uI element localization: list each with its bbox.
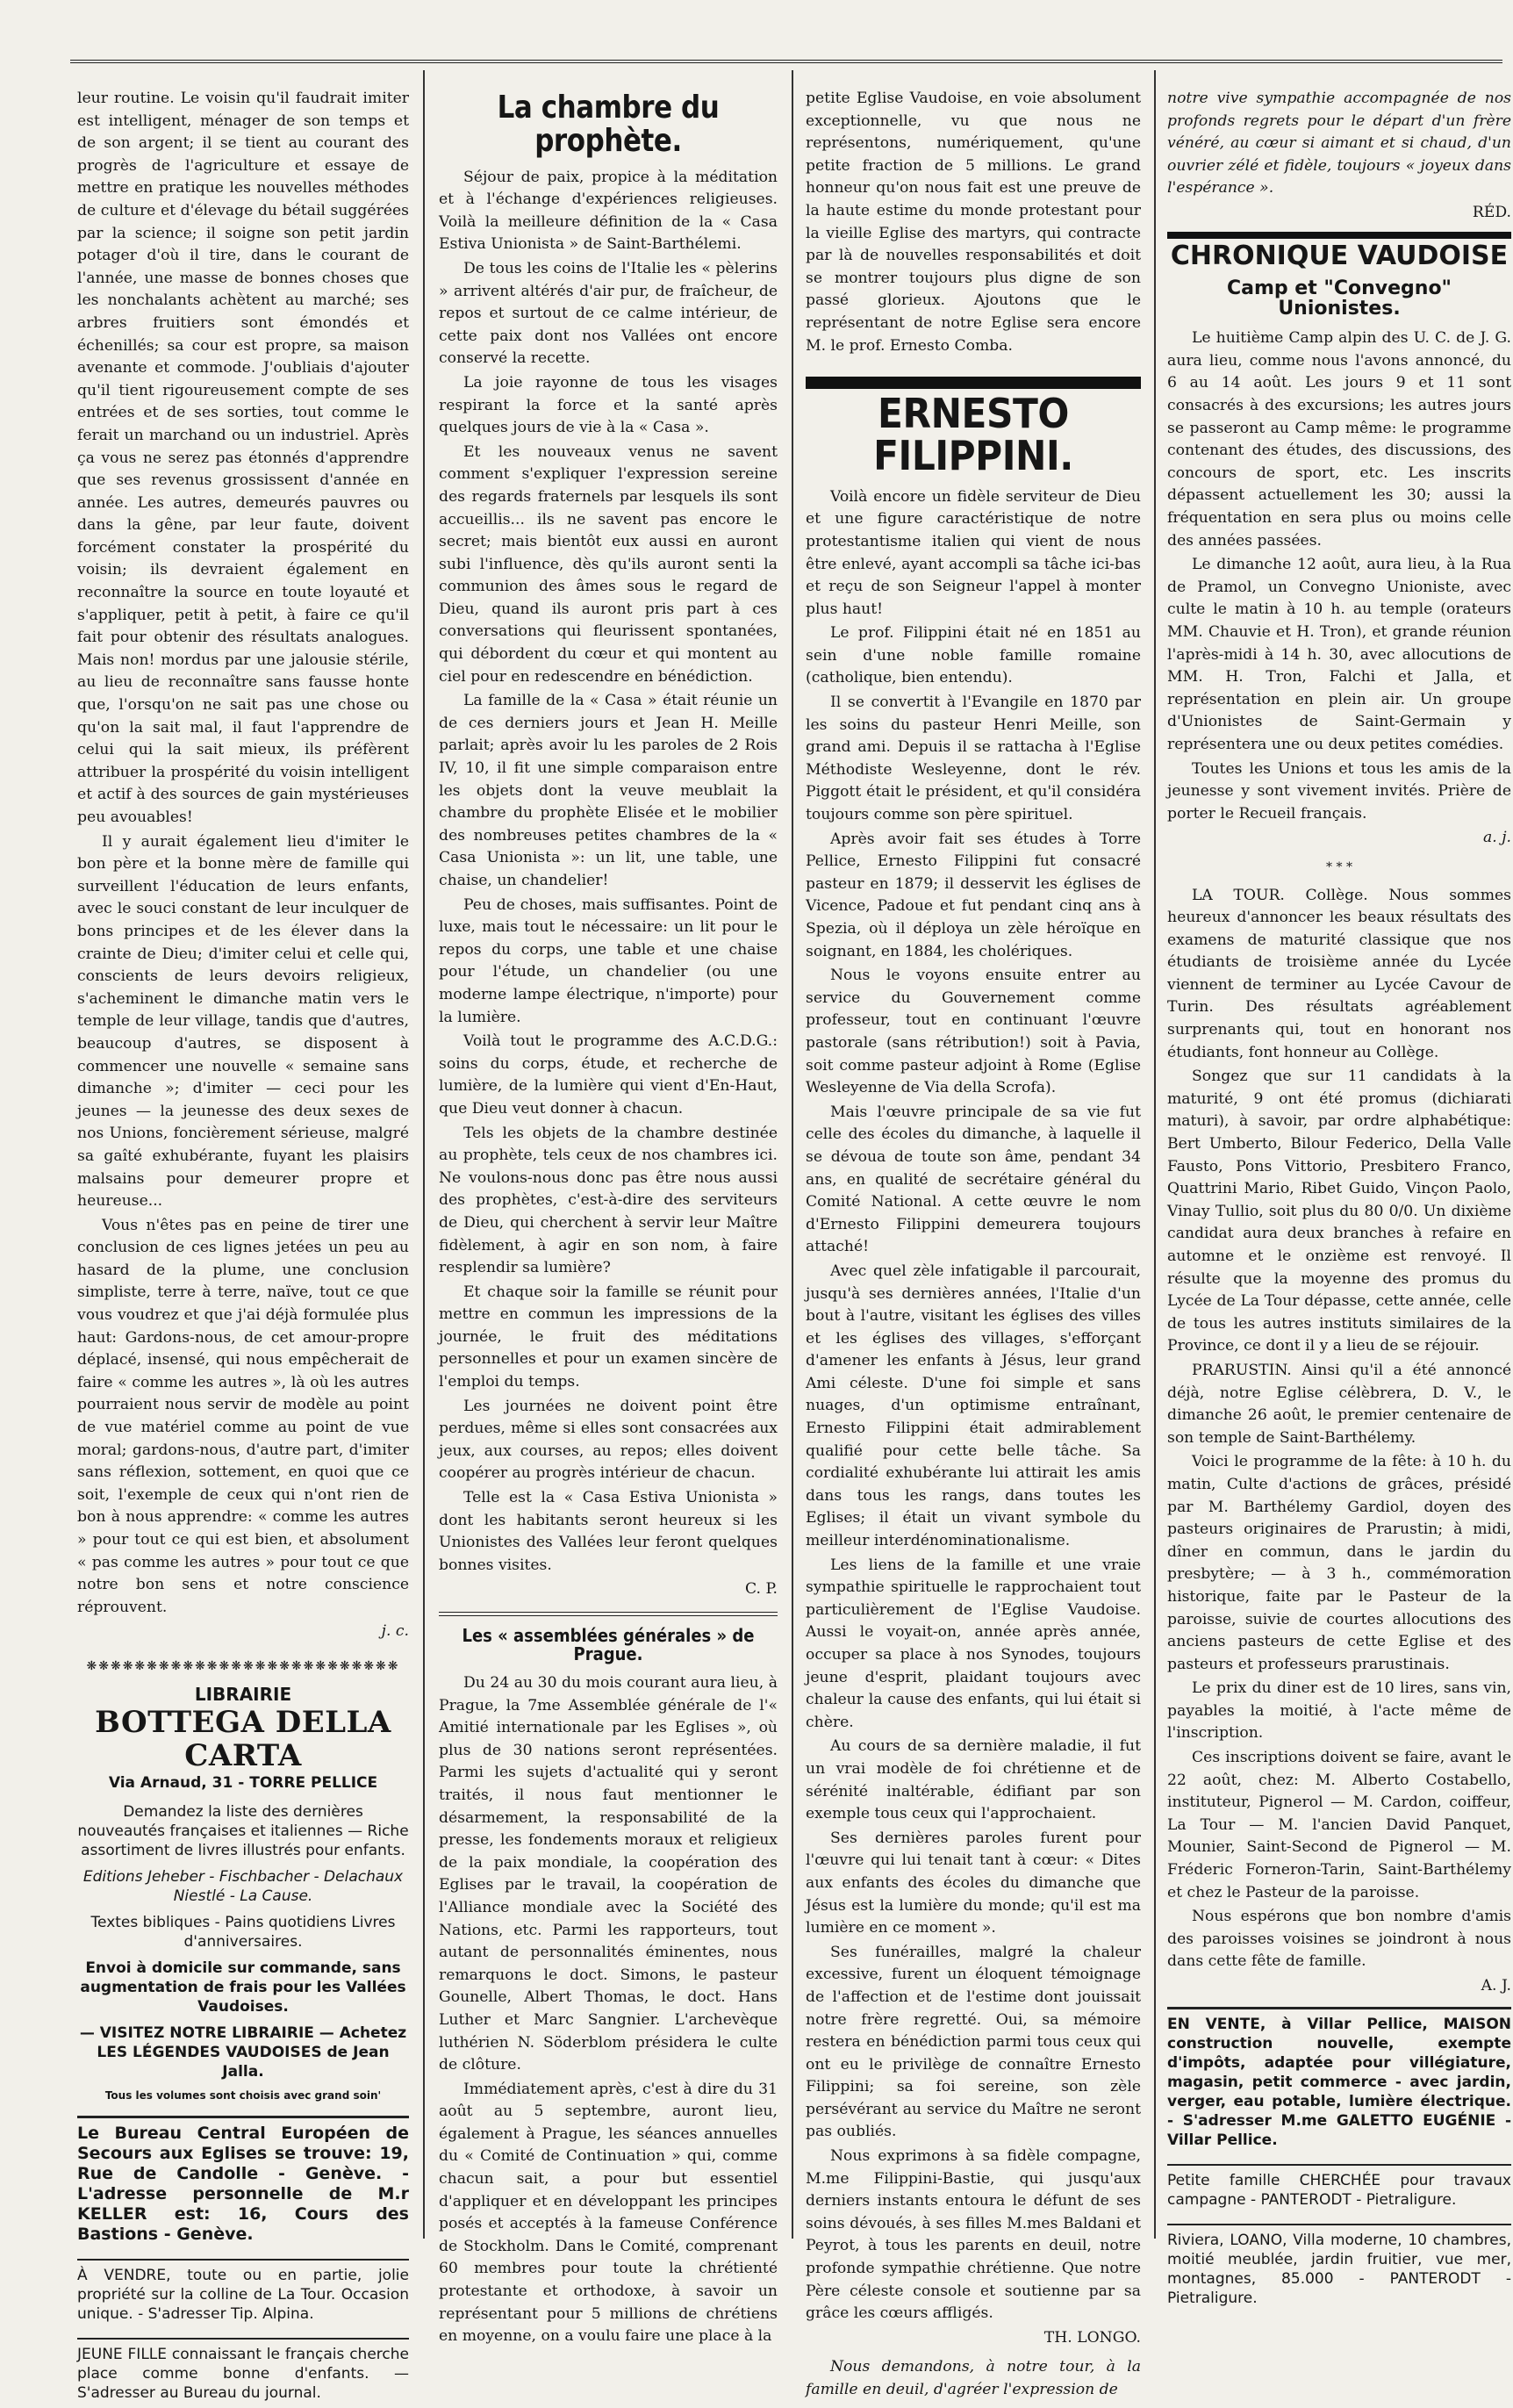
article-signature: j. c. bbox=[381, 1622, 409, 1641]
column-1 bbox=[77, 88, 409, 2403]
article-title: La chambre du prophète. bbox=[497, 90, 720, 159]
article-paragraph: Ces inscriptions doivent se faire, avant le 22 août, chez: M. Alberto Costabello, instituteur, Pignerol — M. Cardon, coiffeur, La Tour — M. l'ancien David Panquet, Mounier, Saint-Second de Pignerol — M. Fréderic Forneron-Tarin, Saint-Barthélemy et chez le Pasteur de la paroisse. bbox=[1167, 1749, 1511, 1901]
notice-text: Petite famille CHERCHÉE pour travaux campagne - PANTERODT - Pietraligure. bbox=[1167, 2171, 1511, 2209]
ad-heading: LIBRAIRIE bbox=[194, 1683, 292, 1705]
mourning-bar bbox=[806, 377, 1141, 389]
article-paragraph: Mais l'œuvre principale de sa vie fut celle des écoles du dimanche, à laquelle il se dévoua de toute son âme, pendant 34 ans, en qualité de secrétaire général du Comité National. A cette œuvre le nom d'Ernesto Filippini demeurera toujours attaché! bbox=[806, 1103, 1141, 1256]
notice-text: Le Bureau Central Européen de Secours aux Eglises se trouve: 19, Rue de Candolle - Genève. - L'adresse personnelle de M.r KELLER est: 16, Cours des Bastions - Genève. bbox=[77, 2124, 409, 2245]
article-paragraph: Le prix du diner est de 10 lires, sans vin, payables la moitié, à l'acte même de l'inscription. bbox=[1167, 1679, 1511, 1743]
article-paragraph: La joie rayonne de tous les visages respirant la force et la santé après quelques jours de vie à la « Casa ». bbox=[439, 373, 778, 437]
article-paragraph: Le dimanche 12 août, aura lieu, à la Rua de Pramol, un Convegno Unioniste, avec culte le matin à 10 h. au temple (orateurs MM. Chauvie et H. Tron), et grande réunion l'après-midi à 14 h. 30, avec allocutions de MM. H. Tron, Falchi et Jalla, et représentation en plein air. Un groupe d'Unionistes de Saint-Germain y représentera une ou deux petites comédies. bbox=[1167, 556, 1511, 753]
article-paragraph: Après avoir fait ses études à Torre Pellice, Ernesto Filippini fut consacré pasteur en 1879; il desservit les églises de Vicence, Padoue et fut pendant cinq ans à Spezia, où il déploya un zèle héroïque en soignant, en 1884, les cholériques. bbox=[806, 830, 1141, 960]
article-paragraph: Songez que sur 11 candidats à la maturité, 9 ont été promus (dichiarati maturi), à savoir, par ordre alphabétique: Bert Umberto, Bilour Federico, Della Valle Fausto, Pons Vittorio, Presbitero Franco, Quattrini Mario, Ribet Guido, Vinçon Paolo, Vinay Tullio, soit plus du 80 0/0. Un dixième candidat aura deux branches à refaire en automne et le onzième est renvoyé. Il résulte que la moyenne des promus du Lycée de La Tour dépasse, cette année, celle de tous les autres instituts similaires de la Province, ce dont il y a lieu de se réjouir. bbox=[1167, 1067, 1511, 1355]
ornament-divider: ❋❋❋❋❋❋❋❋❋❋❋❋❋❋❋❋❋❋❋❋❋❋❋❋❋❋ bbox=[86, 1658, 400, 1673]
column-divider bbox=[792, 70, 793, 2239]
section-stars: * * * bbox=[1326, 859, 1352, 874]
ad-text: Tous les volumes sont choisis avec grand soin' bbox=[104, 2088, 382, 2102]
vente-notice bbox=[1167, 2007, 1511, 2155]
article-paragraph: Voici le programme de la fête: à 10 h. du matin, Culte d'actions de grâces, présidé par M. Barthélemy Gardiol, doyen des pasteurs originaires de Prarustin; à midi, dîner en commun, dans le jardin du presbytère; — à 3 h., commémoration historique, faite par le Pasteur de la paroisse, suivie de courtes allocutions des anciens pasteurs de cette Eglise et des pasteurs et professeurs prarustinais. bbox=[1167, 1453, 1511, 1673]
article-paragraph: Il y aurait également lieu d'imiter le bon père et la bonne mère de famille qui surveillent l'éducation de leurs enfants, avec le souci constant de leur inculquer de bons principes et de les élever dans la crainte de Dieu; d'imiter celui et celle qui, conscients de leurs devoirs religieux, s'acheminent le dimanche matin vers le temple de leur village, tandis que d'autres, beaucoup d'autres, se disposent à commencer une nouvelle « semaine sans dimanche »; d'imiter — ceci pour les jeunes — la jeunesse des deux sexes de nos Unions, foncièrement sérieuse, malgré sa gaîté exhubérante, fuyant les plaisirs malsains pour demeurer propre et heureuse... bbox=[77, 832, 409, 1211]
article-title: ERNESTO FILIPPINI. bbox=[873, 390, 1073, 480]
article-paragraph: Du 24 au 30 du mois courant aura lieu, à Prague, la 7me Assemblée générale de l'« Amitié internationale par les Eglises », où plus de 30 nations seront représentées. Parmi les sujets d'actualité qui y seront traités, il nous faut mentionner le désarmement, la responsabilité de la presse, les fondements moraux et religieux de la paix mondiale, la coopération des Eglises par le travail, la coopération de l'Alliance mondiale avec la Société des Nations, etc. Parmi les rapporteurs, tout autant de personnalités éminentes, nous remarquons le doct. Simons, le pasteur Gounelle, Albert Thomas, le doct. Hans Luther et Marc Sangnier. L'archevèque luthérien N. Söderblom présidera le culte de clôture. bbox=[439, 1674, 778, 2074]
librairie-advertisement bbox=[77, 1684, 409, 2108]
notice-text: Riviera, LOANO, Villa moderne, 10 chambres, moitié meublée, jardin fruitier, vue mer, montagnes, 85.000 - PANTERODT - Pietraligure. bbox=[1167, 2231, 1511, 2307]
vendre-notice bbox=[77, 2259, 409, 2329]
column-divider bbox=[1154, 70, 1156, 2239]
article-title: Camp et "Convegno" Unionistes. bbox=[1226, 277, 1452, 320]
ad-text: Envoi à domicile sur commande, sans augmentation de frais pour les Vallées Vaudoises. bbox=[80, 1959, 406, 2016]
article-paragraph: LA TOUR. Collège. Nous sommes heureux d'annoncer les beaux résultats des examens de maturité classique que nos étudiants de troisième année du Lycée viennent de terminer au Lycée Cavour de Turin. Des résultats agréablement surprenants qui, tout en honorant nos étudiants, font honneur au Collège. bbox=[1167, 886, 1511, 1061]
article-signature: a. j. bbox=[1483, 829, 1511, 847]
article-paragraph: Et les nouveaux venus ne savent comment s'expliquer l'expression sereine des regards fraternels par lesquels ils sont accueillis... ils ne savent pas encore le secret; mais bientôt eux aussi en auront subi l'influence, dès qu'ils auront senti la communion des âmes sous le regard de Dieu, quand ils auront pris part à ces conversations qui fleurissent spontanées, qui débordent du cœur et qui montent au ciel pour en redescendre en bénédiction. bbox=[439, 442, 778, 686]
article-paragraph: Avec quel zèle infatigable il parcourait, jusqu'à ses dernières années, l'Italie d'un bout à l'autre, visitant les églises des villes et les églises des villages, s'efforçant d'amener les enfants à Jésus, leur grand Ami céleste. D'une foi simple et sans nuages, d'un optimisme entraînant, Ernesto Filippini était admirablement qualifié pour cette belle tâche. Sa cordialité exhubérante lui attirait les amis dans tous les rangs, dans toutes les Eglises; il était un vivant symbole du meilleur interdénominationalisme. bbox=[806, 1262, 1141, 1550]
article-paragraph: notre vive sympathie accompagnée de nos profonds regrets pour le départ d'un frère vénéré, au cœur si aimant et si chaud, d'un ouvrier zélé et fidèle, toujours « joyeux dans l'espérance ». bbox=[1167, 90, 1511, 198]
section-title: CHRONIQUE VAUDOISE bbox=[1170, 240, 1509, 271]
article-paragraph: Vous n'êtes pas en peine de tirer une conclusion de ces lignes jetées un peu au hasard de la plume, une conclusion simpliste, terre à terre, naïve, tout ce que vous voudrez et que j'ai déjà formulée plus haut: Gardons-nous, de cet amour-propre déplacé, insensé, qui nous empêcherait de faire « comme les autres », là où les autres pourraient nous servir de modèle au point de vue matériel comme au point de vue moral; gardons-nous, d'autre part, d'imiter sans réflexion, sottement, en quoi que ce soit, l'exemple de ceux qui n'ont rien de bon à nous apprendre: « comme les autres » pour tout ce qui est bien, et absolument « pas comme les autres » pour tout ce que notre bon sens et notre conscience réprouvent. bbox=[77, 1216, 409, 1616]
article-paragraph: Toutes les Unions et tous les amis de la jeunesse y sont vivement invités. Prière de porter le Recueil français. bbox=[1167, 759, 1511, 823]
section-bar bbox=[1167, 232, 1511, 239]
article-paragraph: Telle est la « Casa Estiva Unionista » dont les habitants seront heureux si les Unionistes des Vallées leur feront quelques bonnes visites. bbox=[439, 1489, 778, 1574]
jeune-fille-notice bbox=[77, 2338, 409, 2408]
article-signature: A. J. bbox=[1481, 1977, 1511, 1995]
ad-text: Textes bibliques - Pains quotidiens Livres d'anniversaires. bbox=[90, 1913, 396, 1951]
article-paragraph: petite Eglise Vaudoise, en voie absolument exceptionnelle, vu que nous ne représentons, numériquement, qu'une petite fraction de 5 millions. Le grand honneur qu'on nous fait est une preuve de la haute estime du monde protestant pour la vieille Eglise des martyrs, qui contracte par là de nouvelles responsabilités et doit se montrer toujours plus digne de son passé glorieux. Ajoutons que le représentant de notre Eglise sera encore M. le prof. Ernesto Comba. bbox=[806, 90, 1141, 355]
column-3 bbox=[806, 88, 1141, 2398]
article-paragraph: Peu de choses, mais suffisantes. Point de luxe, mais tout le nécessaire: un lit pour le repos du corps, une table et une chaise pour l'étude, un chandelier (ou une moderne lampe électrique, n'importe) pour la lumière. bbox=[439, 895, 778, 1026]
notice-text: JEUNE FILLE connaissant le français cherche place comme bonne d'enfants. — S'adresser au Bureau du journal. bbox=[77, 2346, 409, 2403]
riviera-notice bbox=[1167, 2224, 1511, 2313]
article-paragraph: Il se convertit à l'Evangile en 1870 par les soins du pasteur Henri Meille, son grand ami. Depuis il se rattacha à l'Eglise Méthodiste Wesleyenne, dont le rév. Piggott était le président, et qu'il considéra toujours comme son père spirituel. bbox=[806, 694, 1141, 824]
article-signature: C. P. bbox=[744, 1580, 778, 1599]
article-paragraph: Le huitième Camp alpin des U. C. de J. G. aura lieu, comme nous l'avons annoncé, du 6 au 14 août. Les jours 9 et 11 sont consacrés à des excursions; les autres jours se passeront au Camp même: le programme contenant des études, des discussions, des concours de sport, etc. Les inscrits dépassent actuellement les 30; aussi la fréquentation en sera plus ou moins celle des années passées. bbox=[1167, 329, 1511, 550]
article-paragraph: leur routine. Le voisin qu'il faudrait imiter est intelligent, ménager de son temps et de son argent; il se tient au courant des progrès de l'agriculture et essaye de mettre en pratique les nouvelles méthodes de culture et d'élevage du bétail suggérées par la science; il soigne son petit jardin potager d'où il tire, dans le courant de l'année, une masse de bonnes choses que les nonchalants achètent au marché; ses arbres fruitiers sont émondés et échenillés; sa cour est propre, sa maison avenante et commode. J'oubliais d'ajouter qu'il tient rigoureusement compte de ses entrées et de ses sorties, tout comme le ferait un marchand ou un industriel. Après ça vous ne serez pas étonnés d'apprendre que ses revenus grossissent d'année en année. Les autres, demeurés pauvres ou dans la gêne, par leur faute, doivent forcément constater la prospérité du voisin; ils devraient également en reconnaître la source en toute loyauté et s'appliquer, petit à petit, à faire ce qu'il fait pour obtenir des résultats analogues. Mais non! mordus par une jalousie stérile, au lieu de reconnaître sans fausse honte que, l'orsqu'on ne sait pas une chose ou qu'on la sait mal, il faut l'apprendre de celui qui la sait mieux, ils préfèrent attribuer la prospérité du voisin intelligent et actif à des sources de gain mystérieuses peu avouables! bbox=[77, 90, 409, 826]
article-paragraph: Les journées ne doivent point être perdues, même si elles sont consacrées aux jeux, aux courses, au repos; elles doivent coopérer au progrès intérieur de chacun. bbox=[439, 1397, 778, 1483]
article-paragraph: PRARUSTIN. Ainsi qu'il a été annoncé déjà, notre Eglise célèbrera, D. V., le dimanche 26 août, le premier centenaire de son temple de Saint-Barthélemy. bbox=[1167, 1361, 1511, 1447]
article-paragraph: Nous le voyons ensuite entrer au service du Gouvernement comme professeur, tout en continuant l'œuvre pastorale (sans rétribution!) soit à Pavia, soit comme pasteur adjoint à Rome (Eglise Wesleyenne de Via della Scrofa). bbox=[806, 967, 1141, 1097]
article-paragraph: Séjour de paix, propice à la méditation et à l'échange d'expériences religieuses. Voilà la meilleure définition de la « Casa Estiva Unionista » de Saint-Barthélemi. bbox=[439, 168, 778, 254]
ad-address: Via Arnaud, 31 - TORRE PELLICE bbox=[108, 1774, 378, 1793]
article-signature: TH. LONGO. bbox=[1043, 2328, 1141, 2347]
article-paragraph: Nous demandons, à notre tour, à la famille en deuil, d'agréer l'expression de bbox=[806, 2358, 1141, 2398]
article-paragraph: Les liens de la famille et une vraie sympathie spirituelle le rapprochaient tout particulièrement de l'Eglise Vaudoise. Aussi le voyait-on, année après année, occuper sa place à nos Synodes, toujours jeune d'esprit, plaidant toujours avec chaleur la cause des enfants, qui lui était si chère. bbox=[806, 1556, 1141, 1731]
column-divider bbox=[423, 70, 425, 2239]
top-double-rule bbox=[70, 60, 1502, 63]
article-paragraph: Le prof. Filippini était né en 1851 au sein d'une noble famille romaine (catholique, bien entendu). bbox=[806, 624, 1141, 687]
article-paragraph: Voilà encore un fidèle serviteur de Dieu et une figure caractéristique de notre protestantisme italien qui vient de nous être enlevé, ayant accompli sa tâche ici-bas et reçu de son Seigneur l'appel à monter plus haut! bbox=[806, 487, 1141, 618]
column-2 bbox=[439, 88, 778, 2346]
article-paragraph: Nous exprimons à sa fidèle compagne, M.me Filippini-Bastie, qui jusqu'aux derniers instants entoura le défunt de ses soins dévoués, à ses filles M.mes Baldani et Peyrot, à tous les parents en deuil, notre profonde sympathie chrétienne. Que notre Père céleste console et soutienne par sa grâce les cœurs affligés. bbox=[806, 2147, 1141, 2323]
article-paragraph: La famille de la « Casa » était réunie un de ces derniers jours et Jean H. Meille parlait; après avoir lu les paroles de 2 Rois IV, 10, il fit une simple comparaison entre les objets dont la veuve meublait la chambre du prophète Elisée et le mobilier des nombreuses petites chambres de la « Casa Unionista »: un lit, une table, une chaise, un chandelier! bbox=[439, 692, 778, 889]
article-paragraph: Ses funérailles, malgré la chaleur excessive, furent un éloquent témoignage de l'affection et de l'estime dont jouissait notre frère regretté. Oui, sa mémoire restera en bénédiction parmi tous ceux qui ont eu le privilège de connaître Ernesto Filippini; sa foi sereine, son zèle persévérant au service du Maître ne seront pas oubliés. bbox=[806, 1943, 1141, 2141]
article-signature: RÉD. bbox=[1472, 203, 1511, 221]
ad-text: Demandez la liste des dernières nouveautés françaises et italiennes — Riche assortiment de livres illustrés pour enfants. bbox=[77, 1802, 409, 1859]
notice-text: À VENDRE, toute ou en partie, jolie propriété sur la colline de La Tour. Occasion unique. - S'adresser Tip. Alpina. bbox=[77, 2267, 409, 2324]
article-paragraph: Nous espérons que bon nombre d'amis des paroisses voisines se joindront à nous dans cette fête de famille. bbox=[1167, 1908, 1511, 1971]
article-paragraph: De tous les coins de l'Italie les « pèlerins » arrivent altérés d'air pur, de fraîcheur, de repos et surtout de ce calme intérieur, de cette paix dont nos Vallées ont encore conservé la recette. bbox=[439, 259, 778, 368]
notice-text: EN VENTE, à Villar Pellice, MAISON construction nouvelle, exempte d'impôts, adaptée pour villégiature, magasin, petit commerce - avec jardin, verger, eau potable, lumière électrique. - S'adresser M.me GALETTO EUGÉNIE - Villar Pellice. bbox=[1167, 2015, 1511, 2149]
article-paragraph: Au cours de sa dernière maladie, il fut un vrai modèle de foi chrétienne et de sérénité inaltérable, édifiant par son exemple tous ceux qui l'approchaient. bbox=[806, 1737, 1141, 1823]
article-paragraph: Immédiatement après, c'est à dire du 31 août au 5 septembre, auront lieu, également à Prague, les séances annuelles du « Comité de Continuation » qui, comme chacun sait, a pour but essentiel d'appliquer et en développant les principes posés et acceptés à la fameuse Conférence de Stockholm. Dans le Comité, comprenant 60 membres pour toute la chrétienté protestante et orthodoxe, à savoir un représentant pour 5 millions de chrétiens en moyenne, on a voulu faire une place à la bbox=[439, 2080, 778, 2346]
article-paragraph: Ses dernières paroles furent pour l'œuvre qui lui tenait tant à cœur: « Dites aux enfants des écoles du dimanche que Jésus est la lumière du monde; qu'il est ma lumière en ce moment ». bbox=[806, 1829, 1141, 1937]
bureau-notice bbox=[77, 2116, 409, 2250]
ad-shop-name: BOTTEGA DELLA CARTA bbox=[95, 1705, 391, 1774]
ad-text: — VISITEZ NOTRE LIBRAIRIE — Achetez LES LÉGENDES VAUDOISES de Jean Jalla. bbox=[79, 2023, 407, 2081]
column-4 bbox=[1167, 88, 1511, 2307]
ad-text: Editions Jeheber - Fischbacher - Delachaux Niestlé - La Cause. bbox=[82, 1867, 404, 1905]
famille-notice bbox=[1167, 2164, 1511, 2215]
article-paragraph: Voilà tout le programme des A.C.D.G.: soins du corps, étude, et recherche de lumière, de la lumière qui vient d'En-Haut, que Dieu veut donner à chacun. bbox=[439, 1032, 778, 1118]
article-paragraph: Et chaque soir la famille se réunit pour mettre en commun les impressions de la journée, le fruit des méditations personnelles et pour un examen sincère de l'emploi du temps. bbox=[439, 1283, 778, 1391]
section-rule bbox=[439, 1612, 778, 1616]
article-paragraph: Tels les objets de la chambre destinée au prophète, tels ceux de nos chambres ici. Ne voulons-nous donc pas être nous aussi des prophètes, c'est-à-dire des serviteurs de Dieu, qui cherchent à servir leur Maître fidèlement, à agir en son nom, à faire resplendir sa lumière? bbox=[439, 1124, 778, 1277]
article-title: Les « assemblées générales » de Prague. bbox=[462, 1625, 755, 1664]
